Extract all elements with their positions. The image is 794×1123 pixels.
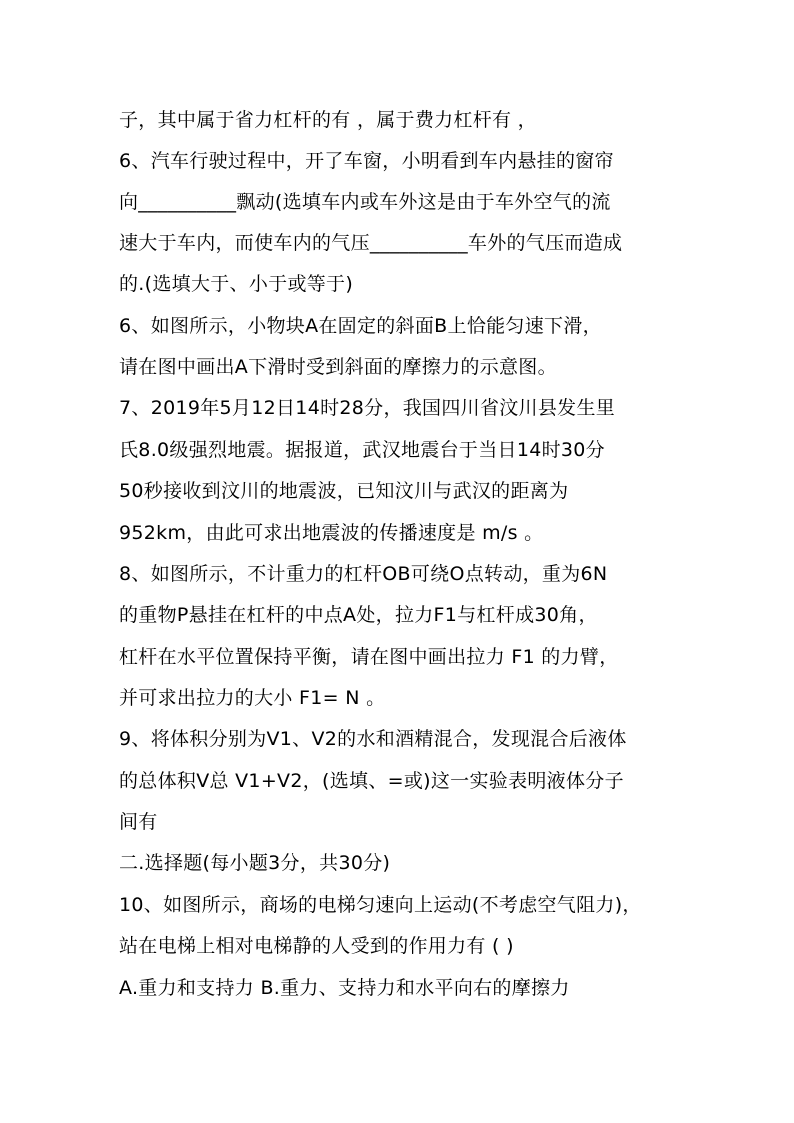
text-line: 间有	[119, 811, 158, 833]
text-line: 6、汽车行驶过程中，开了车窗，小明看到车内悬挂的窗帘	[119, 150, 614, 172]
text-line: A.重力和支持力 B.重力、支持力和水平向右的摩擦力	[119, 977, 570, 999]
text-line: 并可求出拉力的大小 F1= N 。	[119, 687, 386, 709]
text-line: 10、如图所示，商场的电梯匀速向上运动(不考虑空气阻力)，	[119, 894, 642, 916]
text-line: 的.(选填大于、小于或等于)	[119, 273, 354, 295]
text-line: 的重物P悬挂在杠杆的中点A处，拉力F1与杠杆成30角，	[119, 604, 598, 626]
text-line: 向__________飘动(选填车内或车外这是由于车外空气的流	[119, 191, 611, 213]
text-line: 952km，由此可求出地震波的传播速度是 m/s 。	[119, 522, 544, 544]
text-line: 杠杆在水平位置保持平衡，请在图中画出拉力 F1 的力臂，	[119, 646, 619, 668]
text-line: 7、2019年5月12日14时28分，我国四川省汶川县发生里	[119, 397, 616, 419]
text-line: 8、如图所示，不计重力的杠杆OB可绕O点转动，重为6N	[119, 563, 608, 585]
text-line: 速大于车内，而使车内的气压__________车外的气压而造成	[119, 232, 623, 254]
text-line: 氏8.0级强烈地震。据报道，武汉地震台于当日14时30分	[119, 439, 605, 461]
text-line: 6、如图所示，小物块A在固定的斜面B上恰能匀速下滑，	[119, 315, 602, 337]
text-line: 子，其中属于省力杠杆的有 ，属于费力杠杆有 ，	[119, 109, 537, 131]
section-heading: 二.选择题(每小题3分，共30分)	[119, 852, 391, 874]
text-line: 的总体积V总 V1+V2，(选填、=或)这一实验表明液体分子	[119, 770, 624, 792]
text-line: 9、将体积分别为V1、V2的水和酒精混合，发现混合后液体	[119, 728, 627, 750]
text-line: 请在图中画出A下滑时受到斜面的摩擦力的示意图。	[119, 356, 557, 378]
text-line: 50秒接收到汶川的地震波，已知汶川与武汉的距离为	[119, 480, 569, 502]
text-line: 站在电梯上相对电梯静的人受到的作用力有 ( )	[119, 935, 514, 957]
